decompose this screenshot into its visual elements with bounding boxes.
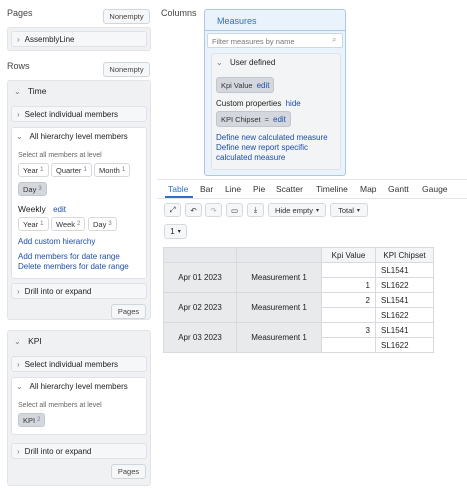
kpi-select-individual[interactable] bbox=[11, 356, 147, 372]
level-chip-day[interactable] bbox=[18, 182, 47, 196]
rows-nonempty-button[interactable]: Nonempty bbox=[103, 62, 150, 77]
level-name: Month bbox=[99, 165, 120, 175]
expand-icon[interactable]: ⤢ bbox=[164, 203, 181, 217]
user-defined-header[interactable] bbox=[216, 58, 275, 67]
level-name: Week bbox=[56, 219, 76, 229]
table-row bbox=[164, 293, 434, 308]
kpi-pages-button[interactable]: Pages bbox=[111, 464, 146, 479]
row-header-measurement[interactable]: Measurement 1 bbox=[237, 263, 322, 293]
chevron-right-icon: › bbox=[17, 109, 20, 119]
row-header-date[interactable]: Apr 03 2023 bbox=[164, 323, 237, 353]
tab-line[interactable]: Line bbox=[225, 184, 242, 194]
download-icon[interactable]: ⤓ bbox=[247, 203, 264, 217]
chevron-down-icon: ▾ bbox=[177, 229, 181, 235]
measures-divider bbox=[205, 30, 345, 31]
level-name: Day bbox=[93, 219, 107, 229]
table-header-row bbox=[164, 248, 434, 263]
time-all-hierarchy-label: All hierarchy level members bbox=[29, 132, 128, 141]
weekly-hierarchy-row bbox=[18, 204, 66, 214]
kpi-select-all-text: Select all members at level bbox=[18, 402, 102, 409]
chevron-down-icon: ⌄ bbox=[14, 87, 21, 96]
level-chip-year[interactable] bbox=[18, 163, 49, 177]
comment-icon[interactable]: ▭ bbox=[226, 203, 243, 217]
measure-name: KPI Chipset bbox=[221, 114, 261, 124]
pages-nonempty-button[interactable]: Nonempty bbox=[103, 9, 150, 24]
measure-chip-kpi-chipset[interactable] bbox=[216, 111, 291, 127]
cell-kpi-value: 2 bbox=[322, 293, 376, 308]
total-dropdown[interactable] bbox=[330, 203, 368, 217]
delete-date-range-link[interactable]: Delete members for date range bbox=[18, 262, 129, 271]
weekly-chip-week[interactable] bbox=[51, 217, 85, 231]
measure-name: Kpi Value bbox=[221, 80, 253, 90]
total-label: Total bbox=[338, 205, 354, 215]
rows-label: Rows bbox=[7, 61, 30, 71]
cell-kpi-chipset: SL1622 bbox=[376, 308, 434, 323]
level-name: KPI bbox=[23, 415, 36, 425]
custom-properties-hide-link[interactable]: hide bbox=[285, 99, 301, 108]
kpi-drill-into[interactable] bbox=[11, 443, 147, 459]
kpi-dimension-header[interactable] bbox=[14, 336, 42, 346]
level-chip-month[interactable] bbox=[94, 163, 130, 177]
tab-table[interactable]: Table bbox=[168, 184, 189, 194]
time-all-hierarchy-box bbox=[11, 127, 147, 279]
level-name: Year bbox=[23, 219, 39, 229]
weekly-chip-day[interactable] bbox=[88, 217, 117, 231]
column-header-kpi-value[interactable]: Kpi Value bbox=[322, 248, 376, 263]
custom-properties-row bbox=[216, 99, 301, 108]
table-row bbox=[164, 323, 434, 338]
user-defined-group bbox=[211, 53, 341, 170]
measure-chip-kpi-value[interactable] bbox=[216, 77, 274, 93]
page-select-dropdown[interactable] bbox=[164, 224, 187, 239]
kpi-drill-label: Drill into or expand bbox=[24, 446, 92, 456]
chevron-right-icon: › bbox=[17, 286, 20, 296]
add-date-range-link[interactable]: Add members for date range bbox=[18, 252, 120, 261]
measures-filter-input[interactable]: Filter measures by name bbox=[207, 33, 343, 48]
pages-item-assemblyline[interactable] bbox=[11, 31, 147, 47]
tab-gauge[interactable]: Gauge bbox=[422, 184, 448, 194]
time-select-all-text: Select all members at level bbox=[18, 152, 102, 159]
chevron-down-icon: ⌄ bbox=[16, 132, 23, 141]
measures-panel bbox=[204, 9, 346, 176]
level-count: 2 bbox=[37, 417, 41, 423]
cell-kpi-chipset: SL1541 bbox=[376, 323, 434, 338]
kpi-all-hierarchy-box bbox=[11, 377, 147, 435]
chevron-down-icon: ▾ bbox=[356, 207, 360, 214]
level-name: Year bbox=[23, 165, 39, 175]
add-custom-hierarchy-link[interactable]: Add custom hierarchy bbox=[18, 237, 96, 246]
hide-empty-dropdown[interactable] bbox=[268, 203, 326, 217]
time-drill-label: Drill into or expand bbox=[24, 286, 92, 296]
search-icon: ⌕ bbox=[332, 35, 337, 44]
chevron-down-icon: ⌄ bbox=[216, 58, 223, 67]
cell-kpi-value bbox=[322, 338, 376, 353]
kpi-dimension-panel bbox=[7, 330, 151, 486]
level-count: 1 bbox=[121, 167, 126, 173]
undo-icon[interactable]: ↶ bbox=[185, 203, 202, 217]
level-count: 2 bbox=[77, 221, 81, 227]
columns-label: Columns bbox=[161, 8, 197, 18]
chevron-down-icon: ⌄ bbox=[14, 337, 21, 346]
tab-timeline[interactable]: Timeline bbox=[316, 184, 348, 194]
level-chip-kpi[interactable] bbox=[18, 413, 45, 427]
hide-empty-label: Hide empty bbox=[275, 205, 313, 215]
time-select-individual-label: Select individual members bbox=[24, 109, 119, 119]
row-header-date[interactable]: Apr 01 2023 bbox=[164, 263, 237, 293]
measure-edit-link[interactable]: edit bbox=[256, 80, 270, 90]
user-defined-label: User defined bbox=[229, 58, 276, 67]
cell-kpi-chipset: SL1622 bbox=[376, 278, 434, 293]
kpi-select-individual-label: Select individual members bbox=[24, 359, 119, 369]
time-dimension-panel bbox=[7, 80, 151, 320]
level-count: 3 bbox=[108, 221, 112, 227]
tab-scatter[interactable]: Scatter bbox=[276, 184, 303, 194]
redo-icon[interactable]: ↷ bbox=[205, 203, 222, 217]
custom-properties-label: Custom properties bbox=[216, 99, 282, 108]
weekly-label: Weekly bbox=[18, 204, 46, 214]
row-header-date[interactable]: Apr 02 2023 bbox=[164, 293, 237, 323]
pages-label: Pages bbox=[7, 8, 33, 18]
time-drill-into[interactable] bbox=[11, 283, 147, 299]
level-count: 3 bbox=[38, 186, 42, 192]
chevron-right-icon: › bbox=[17, 446, 20, 456]
level-count: 1 bbox=[40, 167, 44, 173]
chevron-down-icon: ▾ bbox=[315, 207, 319, 214]
measures-title[interactable]: Measures bbox=[217, 16, 257, 26]
corner-cell bbox=[164, 248, 237, 263]
cell-kpi-chipset: SL1622 bbox=[376, 338, 434, 353]
level-count: 1 bbox=[40, 221, 44, 227]
cell-kpi-value: 1 bbox=[322, 278, 376, 293]
measure-edit-link[interactable]: edit bbox=[273, 114, 286, 124]
cell-kpi-value bbox=[322, 263, 376, 278]
time-pages-button[interactable]: Pages bbox=[111, 304, 146, 319]
kpi-title: KPI bbox=[28, 336, 42, 346]
page-select-value: 1 bbox=[170, 227, 175, 236]
tab-gantt[interactable]: Gantt bbox=[388, 184, 409, 194]
cell-kpi-value bbox=[322, 308, 376, 323]
cell-kpi-value: 3 bbox=[322, 323, 376, 338]
results-table bbox=[163, 247, 434, 353]
weekly-edit-link[interactable]: edit bbox=[53, 205, 66, 214]
chevron-right-icon: › bbox=[17, 359, 20, 369]
level-name: Day bbox=[23, 184, 37, 194]
kpi-all-hierarchy-label: All hierarchy level members bbox=[29, 382, 128, 391]
pages-panel bbox=[7, 27, 151, 51]
cell-kpi-chipset: SL1541 bbox=[376, 263, 434, 278]
time-all-hierarchy-header[interactable] bbox=[16, 132, 128, 141]
level-chip-quarter[interactable] bbox=[51, 163, 92, 177]
weekly-chip-year[interactable] bbox=[18, 217, 49, 231]
level-name: Quarter bbox=[56, 165, 82, 175]
define-report-measure-link-line2[interactable]: calculated measure bbox=[216, 153, 286, 162]
tabs-bottom-divider bbox=[157, 198, 467, 199]
row-header-measurement[interactable]: Measurement 1 bbox=[237, 293, 322, 323]
tab-bar[interactable]: Bar bbox=[200, 184, 214, 194]
time-dimension-header[interactable] bbox=[14, 86, 47, 96]
tab-map[interactable]: Map bbox=[360, 184, 377, 194]
column-header-kpi-chipset[interactable]: KPI Chipset bbox=[376, 248, 434, 263]
table-row bbox=[164, 263, 434, 278]
row-header-measurement[interactable]: Measurement 1 bbox=[237, 323, 322, 353]
chevron-right-icon: › bbox=[17, 34, 20, 44]
kpi-all-hierarchy-header[interactable] bbox=[16, 382, 128, 391]
tab-pie[interactable]: Pie bbox=[253, 184, 266, 194]
level-count: 1 bbox=[83, 167, 87, 173]
pages-item-label: AssemblyLine bbox=[24, 34, 75, 44]
cell-kpi-chipset: SL1541 bbox=[376, 293, 434, 308]
define-calculated-measure-link[interactable]: Define new calculated measure bbox=[216, 133, 328, 142]
chevron-down-icon: ⌄ bbox=[16, 382, 23, 391]
tabs-top-divider bbox=[157, 179, 467, 180]
equals-sign: = bbox=[264, 114, 269, 124]
corner-cell bbox=[237, 248, 322, 263]
define-report-measure-link-line1[interactable]: Define new report specific bbox=[216, 143, 309, 152]
time-select-individual[interactable] bbox=[11, 106, 147, 122]
time-title: Time bbox=[27, 86, 47, 96]
